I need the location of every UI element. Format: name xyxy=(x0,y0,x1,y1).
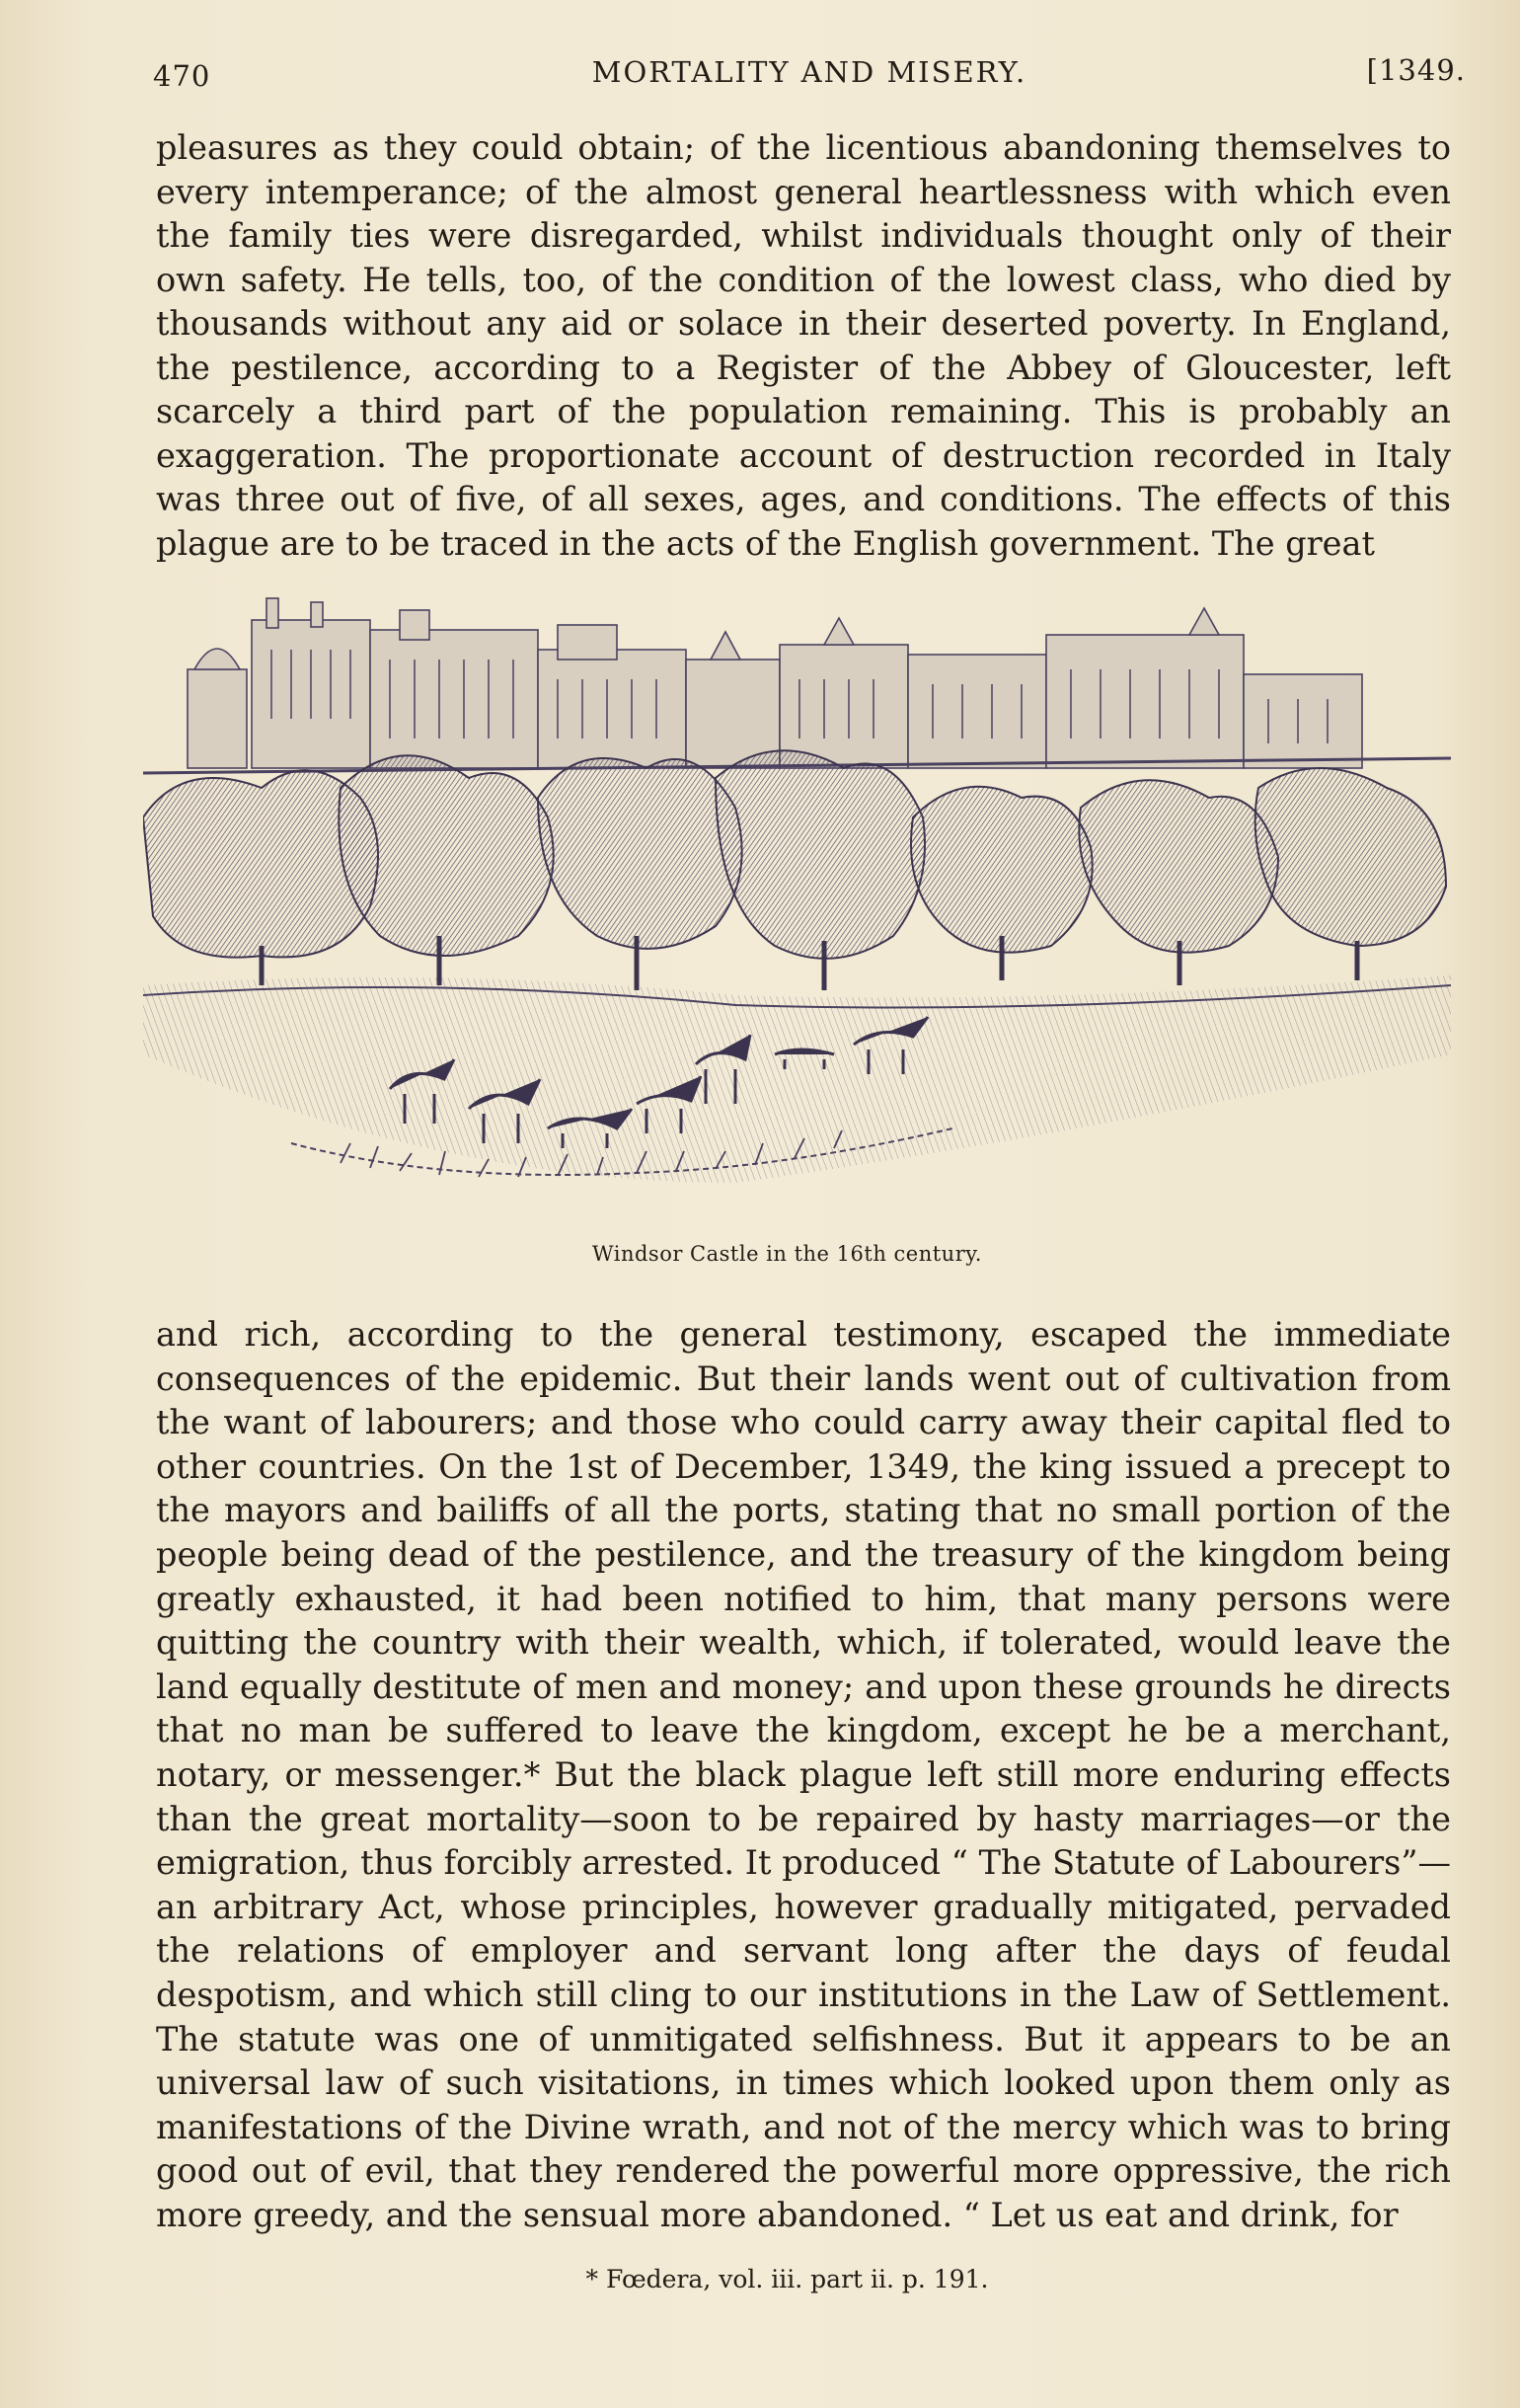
tree-canopy xyxy=(143,750,1446,959)
figure-caption-text: Windsor Castle in the 16th century. xyxy=(592,1242,982,1266)
running-title: MORTALITY AND MISERY. xyxy=(591,55,1027,89)
footnote-text: * Fœdera, vol. iii. part ii. p. 191. xyxy=(585,2265,989,2293)
header-year: [1349. xyxy=(1366,53,1466,87)
body-paragraph-2: and rich, according to the general testimony, escaped the immediate consequences of the epidemic. But their lands went out of cultivation from the want of labourers; and those who could carry away their capital fled to other countries. On the 1st of December, 1349, the king issued a precept to the mayors and bailiffs of all the ports, stating that no small portion of the people being dead of the pestilence, and the treasury of the kingdom being greatly exhausted, it had been notified to him, that many persons were quitting the country with their wealth, which, if tolerated, would leave the land equally destitute of men and money; and upon these grounds he directs that no man be suffered to leave the kingdom, except he be a merchant, notary, or messenger.* But the black plague left still more enduring effects than the great mortality—soon to be repaired by hasty marriages—or the emigration, thus forcibly arrested. It produced “ The Statute of Labourers”—an arbitrary Act, whose principles, however gradually mitigated, pervaded the relations of employer and servant long after the days of feudal despotism, and which still cling to our institutions in the Law of Settlement. The statute was one of unmitigated selfishness. But it appears to be an universal law of such visitations, in times which looked upon them only as manifestations of the Divine wrath, and not of the mercy which was to bring good out of evil, that they rendered the powerful more oppressive, the rich more greedy, and the sensual more abandoned. “ Let us eat and drink, for xyxy=(156,1315,1451,2234)
engraving-windsor-castle xyxy=(143,590,1451,1222)
page-header xyxy=(153,51,1466,101)
figure-caption xyxy=(0,1242,1520,1266)
footnote xyxy=(0,2265,1520,2293)
body-paragraph-1: pleasures as they could obtain; of the licentious abandoning themselves to every intemperance; of the almost general heartlessness with which even the family ties were disregarded, whilst individuals thought only of their own safety. He tells, too, of the condition of the lowest class, who died by thousands without any aid or solace in their deserted poverty. In England, the pestilence, according to a Register of the Abbey of Gloucester, left scarcely a third part of the population remaining. This is probably an exaggeration. The proportionate account of destruction recorded in Italy was three out of five, of all sexes, ages, and conditions. The effects of this plague are to be traced in the acts of the English government. The great xyxy=(156,128,1451,563)
page-number: 470 xyxy=(153,59,211,93)
castle-skyline xyxy=(188,598,1362,768)
engraving-illustration xyxy=(143,590,1451,1222)
